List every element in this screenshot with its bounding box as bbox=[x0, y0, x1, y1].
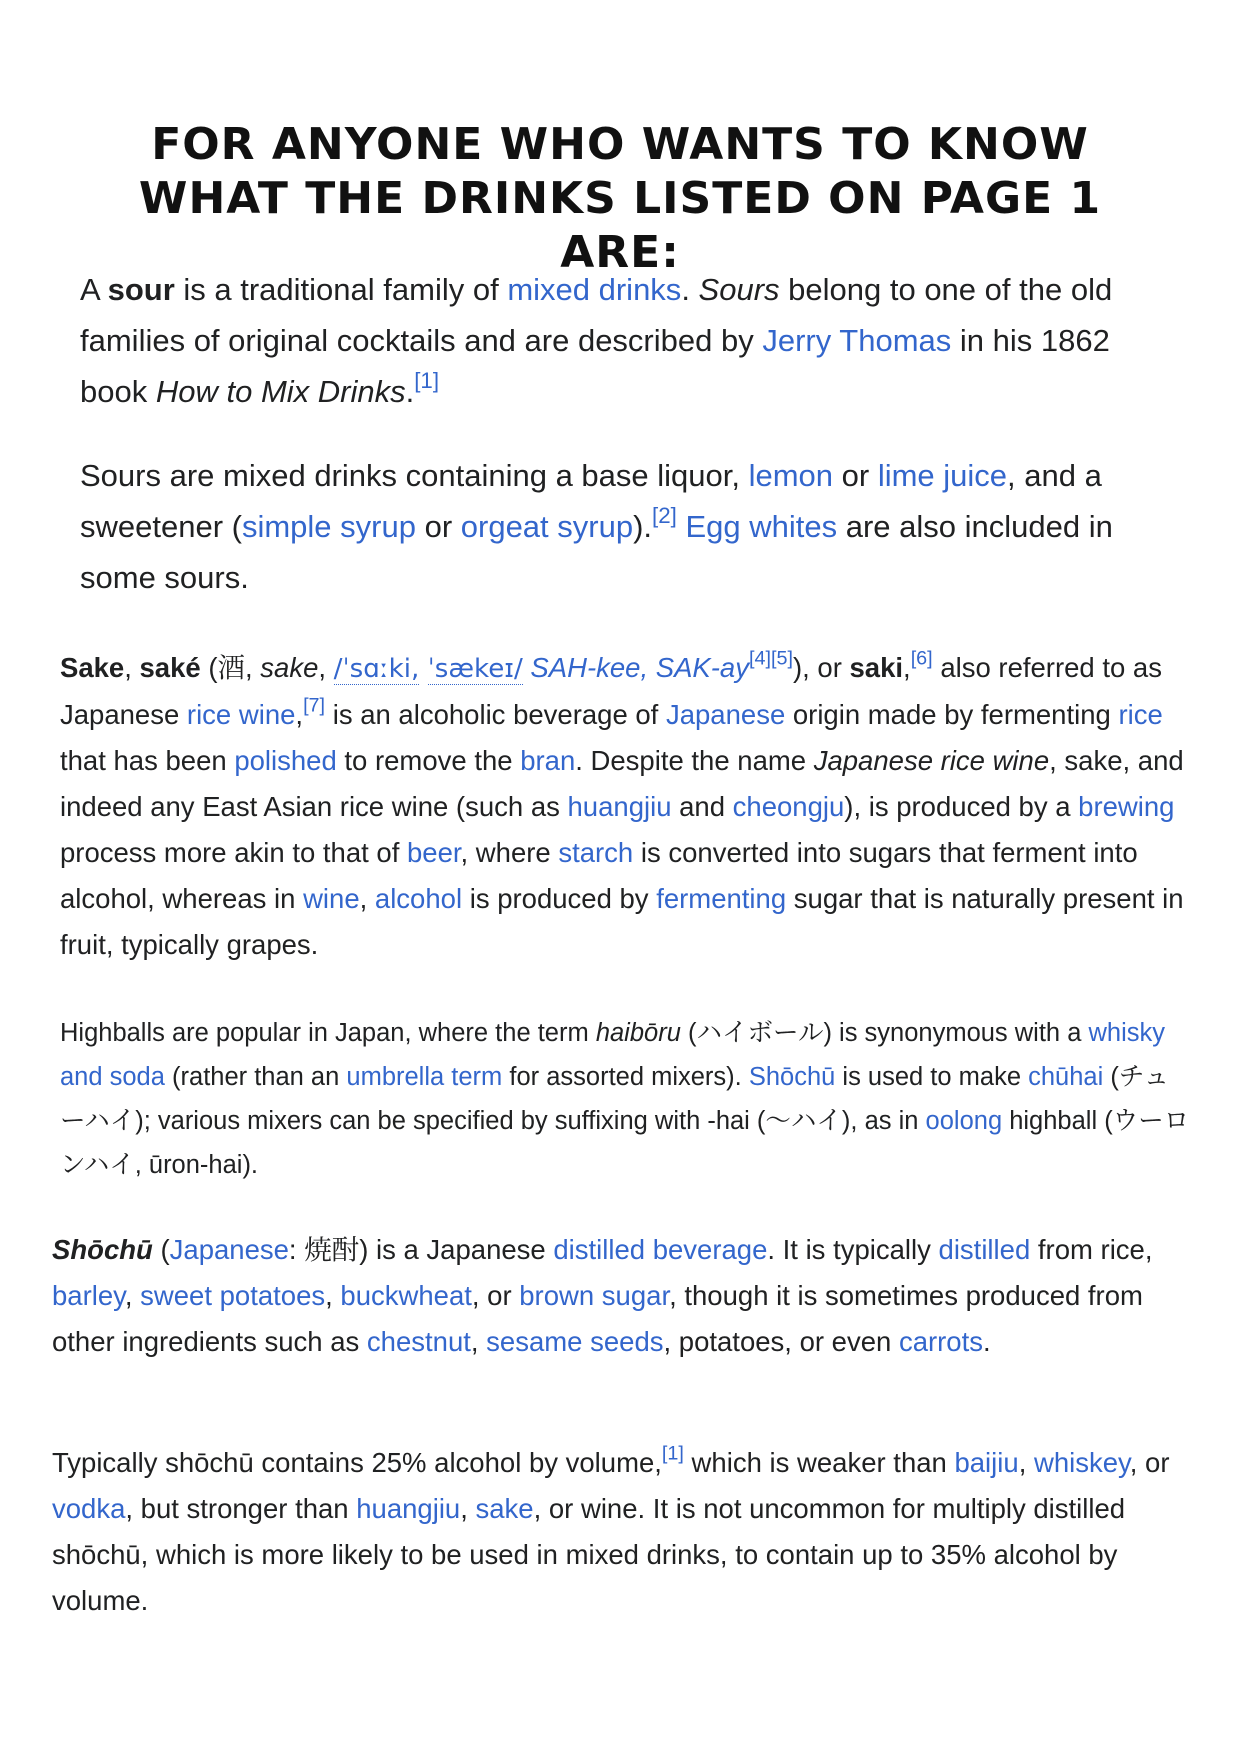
text: , bbox=[359, 883, 375, 914]
text: ( bbox=[152, 1234, 170, 1265]
text: is converted into sugars that ferment into alcohol, whereas in bbox=[60, 837, 1138, 914]
page-title: FOR ANYONE WHO WANTS TO KNOW WHAT THE DRINKS LISTED ON PAGE 1 ARE: bbox=[138, 119, 1102, 278]
text: highball (ウーロンハイ, ūron-hai). bbox=[60, 1107, 1190, 1179]
link-rice[interactable]: rice bbox=[1118, 699, 1163, 730]
text: are also included in some sours. bbox=[80, 509, 1113, 595]
text: process more akin to that of bbox=[60, 837, 407, 868]
link-distilled-beverage[interactable]: distilled beverage bbox=[553, 1234, 768, 1265]
link-whiskey[interactable]: whiskey bbox=[1033, 1447, 1130, 1478]
sour-paragraph bbox=[80, 264, 1180, 417]
link-brown-sugar[interactable]: brown sugar bbox=[519, 1280, 670, 1311]
link-starch[interactable]: starch bbox=[558, 837, 634, 868]
link-polished[interactable]: polished bbox=[234, 745, 337, 776]
link-carrots[interactable]: carrots bbox=[898, 1326, 983, 1357]
text: , sake, and indeed any East Asian rice wine (such as bbox=[60, 745, 1184, 822]
text: is used to make bbox=[835, 1063, 1029, 1091]
respelling-pronunciation[interactable]: SAH-kee, SAK-ay bbox=[522, 652, 749, 683]
text: Typically shōchū contains 25% alcohol by volume, bbox=[52, 1447, 662, 1478]
text: , where bbox=[460, 837, 559, 868]
sour-term: sour bbox=[107, 272, 175, 307]
text: , or bbox=[1129, 1447, 1170, 1478]
text: . Despite the name bbox=[575, 745, 814, 776]
ipa-pronunciation[interactable] bbox=[334, 654, 523, 685]
text: , bbox=[318, 652, 334, 683]
text: is an alcoholic beverage of bbox=[325, 699, 666, 730]
link-sweet-potatoes[interactable]: sweet potatoes bbox=[140, 1280, 326, 1311]
japanese-rice-wine-italic: Japanese rice wine bbox=[813, 745, 1050, 776]
saki-term: saki bbox=[849, 652, 904, 683]
text: in his 1862 book bbox=[80, 323, 1110, 409]
link-shochu[interactable]: Shōchū bbox=[748, 1063, 836, 1091]
text: . bbox=[681, 272, 699, 307]
text: , and a sweetener ( bbox=[80, 458, 1102, 544]
link-huangjiu-2[interactable]: huangjiu bbox=[356, 1493, 461, 1524]
shochu-strength-paragraph bbox=[52, 1440, 1192, 1624]
ipa-part-1: /ˈsɑːki, bbox=[333, 654, 420, 684]
link-chuhai[interactable]: chūhai bbox=[1028, 1063, 1104, 1091]
text: is produced by bbox=[462, 883, 657, 914]
link-japanese[interactable]: Japanese bbox=[665, 699, 786, 730]
text: , but stronger than bbox=[125, 1493, 357, 1524]
link-cheongju[interactable]: cheongju bbox=[732, 791, 845, 822]
sake-romaji: sake bbox=[260, 652, 319, 683]
text: , bbox=[460, 1493, 476, 1524]
text: from rice, bbox=[1030, 1234, 1153, 1265]
shochu-term: Shōchū bbox=[52, 1234, 153, 1265]
shochu-paragraph bbox=[52, 1227, 1192, 1365]
text: (rather than an bbox=[164, 1063, 347, 1091]
link-egg-whites[interactable]: Egg whites bbox=[685, 509, 838, 544]
sours-italic: Sours bbox=[698, 272, 780, 307]
link-baijiu[interactable]: baijiu bbox=[954, 1447, 1019, 1478]
text: ). bbox=[633, 509, 653, 544]
link-beer[interactable]: beer bbox=[406, 837, 461, 868]
text: (酒, bbox=[200, 652, 261, 683]
ipa-space bbox=[419, 654, 427, 684]
text: ), or bbox=[792, 652, 850, 683]
sours-ingredients-paragraph bbox=[80, 450, 1180, 603]
text: , or wine. It is not uncommon for multiply distilled shōchū, which is more likely to be used in mixed drinks, to contain up to 35% alcohol by volume. bbox=[52, 1493, 1126, 1616]
link-chestnut[interactable]: chestnut bbox=[366, 1326, 471, 1357]
text: belong to one of the old families of original cocktails and are described by bbox=[80, 272, 1113, 358]
citation-4-5[interactable]: [4][5] bbox=[748, 647, 793, 670]
text: , or bbox=[471, 1280, 520, 1311]
text: , bbox=[295, 699, 304, 730]
link-distilled[interactable]: distilled bbox=[938, 1234, 1031, 1265]
text: which is weaker than bbox=[683, 1447, 955, 1478]
citation-1-shochu[interactable]: [1] bbox=[661, 1442, 684, 1465]
sake-term: Sake bbox=[60, 652, 125, 683]
text: Sours are mixed drinks containing a base liquor, bbox=[80, 458, 749, 493]
text: or bbox=[833, 458, 878, 493]
citation-2[interactable]: [2] bbox=[652, 503, 677, 529]
text: or bbox=[415, 509, 461, 544]
link-lemon[interactable]: lemon bbox=[748, 458, 834, 493]
link-umbrella-term[interactable]: umbrella term bbox=[346, 1063, 503, 1091]
link-sesame-seeds[interactable]: sesame seeds bbox=[486, 1326, 664, 1357]
link-bran[interactable]: bran bbox=[520, 745, 576, 776]
link-mixed-drinks[interactable]: mixed drinks bbox=[507, 272, 682, 307]
text: also referred to as Japanese bbox=[60, 652, 1162, 730]
text: to remove the bbox=[336, 745, 521, 776]
book-title: How to Mix Drinks bbox=[155, 374, 406, 409]
text: . It is typically bbox=[767, 1234, 939, 1265]
highball-paragraph bbox=[60, 1011, 1190, 1187]
link-buckwheat[interactable]: buckwheat bbox=[340, 1280, 472, 1311]
text: . bbox=[405, 374, 415, 409]
text: , bbox=[903, 652, 911, 683]
text: , potatoes, or even bbox=[663, 1326, 899, 1357]
text: , bbox=[470, 1326, 487, 1357]
sake-paragraph bbox=[60, 645, 1190, 968]
text: (ハイボール) is synonymous with a bbox=[680, 1019, 1089, 1047]
link-oolong[interactable]: oolong bbox=[925, 1107, 1003, 1135]
text: is a traditional family of bbox=[174, 272, 508, 307]
text: , bbox=[124, 652, 140, 683]
haiboru-italic: haibōru bbox=[595, 1019, 681, 1047]
sake-accent-term: saké bbox=[139, 652, 201, 683]
link-japanese-language[interactable]: Japanese bbox=[169, 1234, 289, 1265]
link-fermenting[interactable]: fermenting bbox=[656, 883, 787, 914]
citation-7[interactable]: [7] bbox=[303, 694, 326, 717]
text: that has been bbox=[60, 745, 235, 776]
text: , bbox=[325, 1280, 341, 1311]
link-brewing[interactable]: brewing bbox=[1078, 791, 1175, 822]
link-rice-wine[interactable]: rice wine bbox=[186, 699, 296, 730]
text: (チューハイ); various mixers can be specified by suffixing with -hai (〜ハイ), as in bbox=[60, 1063, 1170, 1135]
citation-6[interactable]: [6] bbox=[910, 647, 933, 670]
text: . bbox=[982, 1326, 991, 1357]
text: ), is produced by a bbox=[844, 791, 1079, 822]
text: for assorted mixers). bbox=[502, 1063, 749, 1091]
link-wine[interactable]: wine bbox=[303, 883, 360, 914]
link-barley[interactable]: barley bbox=[52, 1280, 125, 1311]
link-huangjiu[interactable]: huangjiu bbox=[567, 791, 672, 822]
link-alcohol[interactable]: alcohol bbox=[374, 883, 463, 914]
link-sake[interactable]: sake bbox=[475, 1493, 534, 1524]
link-orgeat-syrup[interactable]: orgeat syrup bbox=[460, 509, 634, 544]
ipa-part-2: ˈsækeɪ/ bbox=[427, 654, 523, 684]
link-lime-juice[interactable]: lime juice bbox=[877, 458, 1008, 493]
text: Highballs are popular in Japan, where the term bbox=[60, 1019, 596, 1047]
link-whisky-and-soda[interactable]: whisky and soda bbox=[60, 1019, 1165, 1091]
text: origin made by fermenting bbox=[785, 699, 1119, 730]
text: : 焼酎) is a Japanese bbox=[288, 1234, 554, 1265]
link-vodka[interactable]: vodka bbox=[52, 1493, 126, 1524]
text: , though it is sometimes produced from other ingredients such as bbox=[52, 1280, 1143, 1357]
citation-1[interactable]: [1] bbox=[414, 368, 440, 394]
text: , bbox=[1018, 1447, 1034, 1478]
text: , bbox=[124, 1280, 141, 1311]
text: and bbox=[671, 791, 733, 822]
link-simple-syrup[interactable]: simple syrup bbox=[241, 509, 416, 544]
link-jerry-thomas[interactable]: Jerry Thomas bbox=[762, 323, 952, 358]
text: A bbox=[80, 272, 108, 307]
text: sugar that is naturally present in fruit, typically grapes. bbox=[60, 883, 1184, 960]
